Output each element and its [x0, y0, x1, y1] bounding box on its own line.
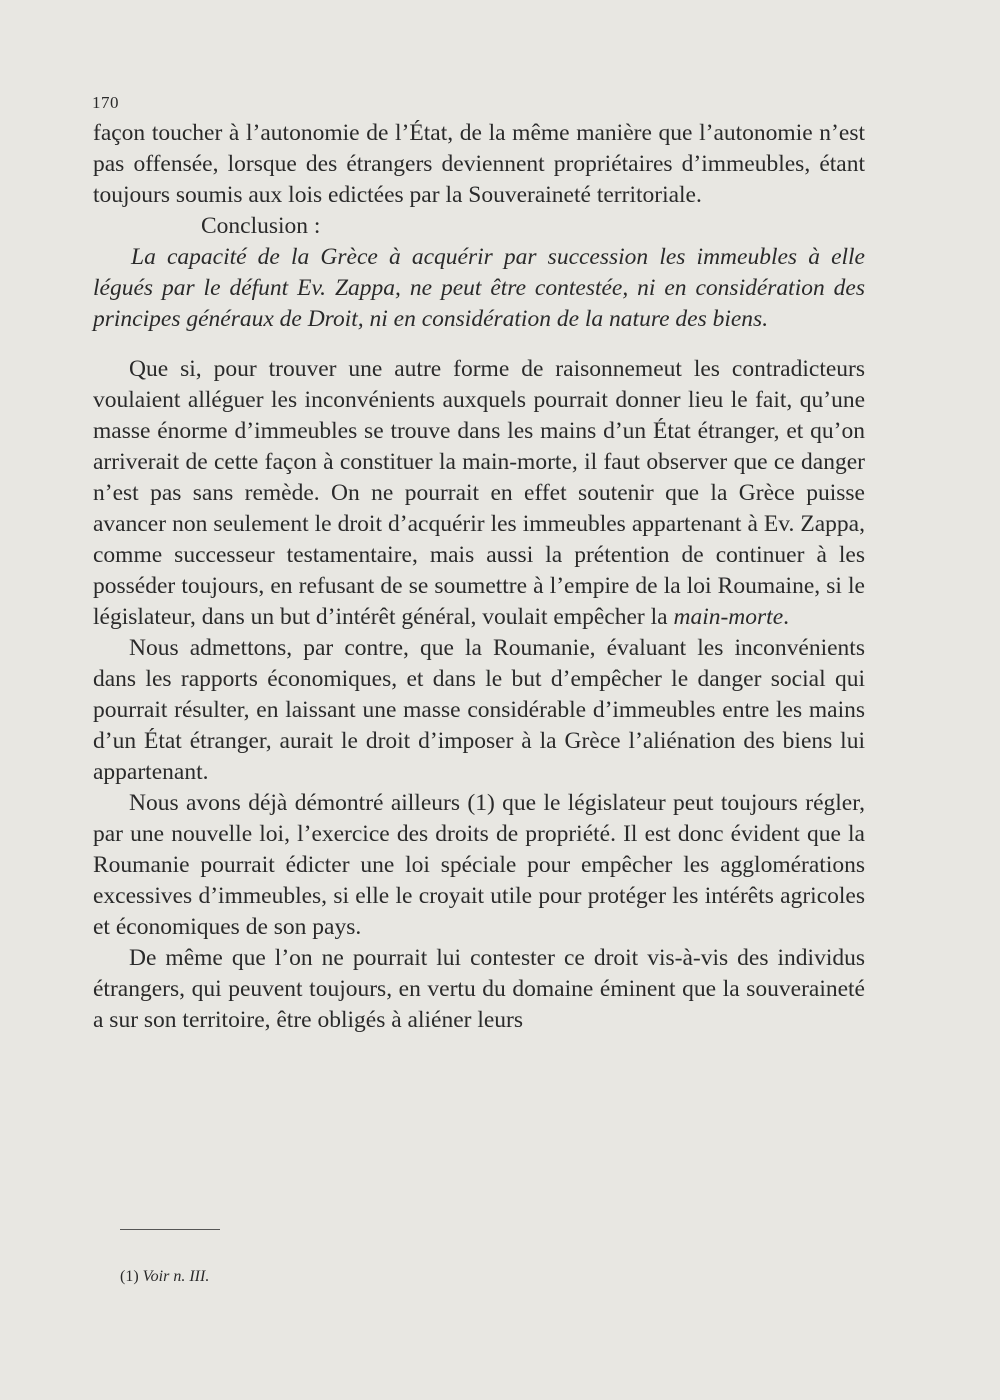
paragraph-objection-end: . — [783, 604, 789, 630]
paragraph-droit: De même que l’on ne pourrait lui contester ce droit vis-à-vis des individus étrangers, qui peuvent toujours, en vertu du domaine éminent que la souveraineté a sur son territoire, être obligés à aliéner leurs — [93, 945, 865, 1033]
paragraph-roumanie: Nous admettons, par contre, que la Roumanie, évaluant les inconvénients dans les rapports économiques, et dans le but d’empêcher le danger social qui pourrait résulter, en laissant une masse considérable d’immeubles entre les mains d’un État étranger, aurait le droit d’imposer à la Grèce l’aliénation des biens lui appartenant. — [93, 635, 865, 785]
page-number: 170 — [92, 93, 119, 112]
footnote-text: Voir n. III. — [142, 1268, 210, 1285]
conclusion-paragraph: La capacité de la Grèce à acquérir par succession les immeubles à elle légués par le défunt Ev. Zappa, ne peut être contestée, ni en considération des principes généraux de Droit, ni en considération de la nature des biens. — [93, 244, 865, 332]
paragraph-continuation: façon toucher à l’autonomie de l’État, de la même manière que l’autonomie n’est pas offensée, lorsque des étrangers deviennent propriétaires d’immeubles, étant toujours soumis aux lois edictées par la Souveraineté territoriale. — [93, 120, 865, 208]
conclusion-heading: Conclusion : — [201, 213, 321, 239]
paragraph-objection-text: Que si, pour trouver une autre forme de raisonnemeut les contradicteurs voulaient alléguer les inconvénients auxquels pourrait donner lieu le fait, qu’une masse énorme d’immeubles se trouve dans les mains d’un État étranger, et qu’on arriverait de cette façon à constituer la main-morte, il faut observer que ce danger n’est pas sans remède. On ne pourrait en effet soutenir que la Grèce puisse avancer non seulement le droit d’acquérir les immeubles appartenant à Ev. Zappa, comme successeur testamentaire, mais aussi la prétention de continuer à les posséder toujours, en refusant de se soumettre à l’empire de la loi Roumaine, si le législateur, dans un but d’intérêt général, voulait empêcher la — [93, 356, 865, 630]
footnote — [120, 1268, 209, 1286]
footnote-marker: (1) — [120, 1268, 139, 1285]
body-text — [93, 118, 865, 1036]
paragraph-objection — [93, 354, 865, 633]
paragraph-gap — [93, 335, 865, 354]
paragraph-legislateur: Nous avons déjà démontré ailleurs (1) que le législateur peut toujours régler, par une nouvelle loi, l’exercice des droits de propriété. Il est donc évident que la Roumanie pourrait édicter une loi spéciale pour empêcher les agglomérations excessives d’immeubles, si elle le croyait utile pour protéger les intérêts agricoles et économiques de son pays. — [93, 790, 865, 940]
footnote-divider — [120, 1229, 220, 1230]
main-morte-term: main-morte — [673, 604, 784, 630]
